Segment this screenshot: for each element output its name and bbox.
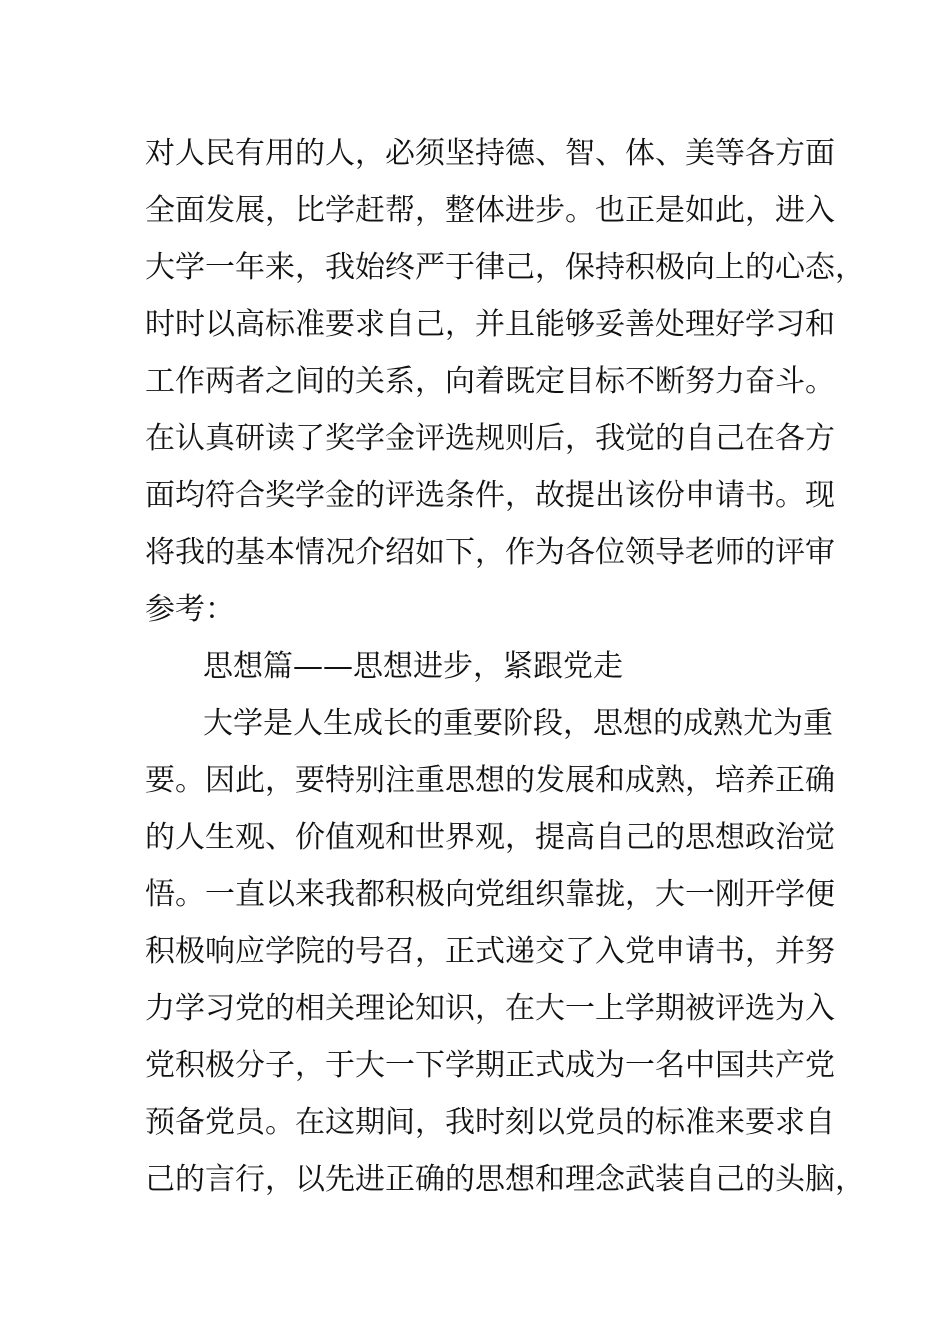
text-line: 时时以高标准要求自己，并且能够妥善处理好学习和	[145, 307, 835, 342]
section-heading: 思想篇——思想进步，紧跟党走	[203, 649, 623, 684]
text-line: 积极响应学院的号召，正式递交了入党申请书，并努	[145, 934, 835, 969]
text-line: 悟。一直以来我都积极向党组织靠拢，大一刚开学便	[145, 877, 835, 912]
text-line: 参考：	[145, 592, 235, 627]
text-line: 在认真研读了奖学金评选规则后，我觉的自己在各方	[145, 421, 835, 456]
text-line: 力学习党的相关理论知识，在大一上学期被评选为入	[145, 991, 835, 1026]
text-line: 全面发展，比学赶帮，整体进步。也正是如此，进入	[145, 193, 835, 228]
text-line: 大学一年来，我始终严于律己，保持积极向上的心态，	[145, 250, 865, 285]
text-line: 党积极分子，于大一下学期正式成为一名中国共产党	[145, 1048, 835, 1083]
text-line: 要。因此，要特别注重思想的发展和成熟，培养正确	[145, 763, 835, 798]
text-line: 将我的基本情况介绍如下，作为各位领导老师的评审	[145, 535, 835, 570]
text-line: 大学是人生成长的重要阶段，思想的成熟尤为重	[203, 706, 833, 741]
text-line: 面均符合奖学金的评选条件，故提出该份申请书。现	[145, 478, 835, 513]
text-line: 预备党员。在这期间，我时刻以党员的标准来要求自	[145, 1105, 835, 1140]
text-line: 的人生观、价值观和世界观，提高自己的思想政治觉	[145, 820, 835, 855]
text-line: 对人民有用的人，必须坚持德、智、体、美等各方面	[145, 136, 835, 171]
text-line: 工作两者之间的关系，向着既定目标不断努力奋斗。	[145, 364, 835, 399]
text-line: 己的言行，以先进正确的思想和理念武装自己的头脑，	[145, 1162, 865, 1197]
